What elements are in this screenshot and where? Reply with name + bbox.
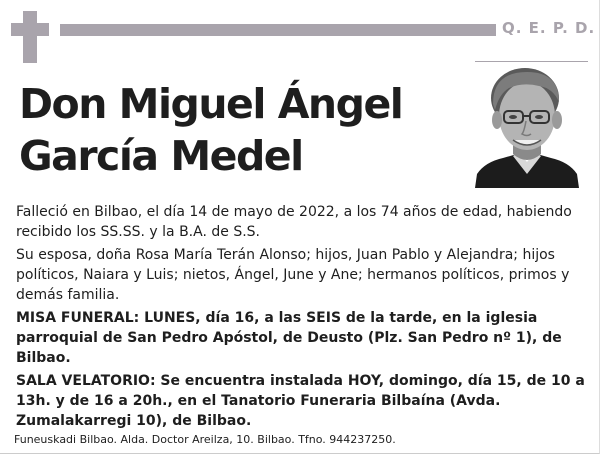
header-bar xyxy=(60,24,496,36)
notice-body xyxy=(16,202,586,434)
death-announcement: Falleció en Bilbao, el día 14 de mayo de 2022, a los 74 años de edad, habiendo recibido los SS.SS. y la B.A. de S.S. xyxy=(16,204,572,240)
funeral-home-footer: Funeuskadi Bilbao. Alda. Doctor Areilza, 10. Bilbao. Tfno. 944237250. xyxy=(14,433,396,446)
cross-horizontal-bar xyxy=(11,23,49,36)
deceased-name-line2: García Medel xyxy=(19,132,303,180)
funeral-mass-info: MISA FUNERAL: LUNES, día 16, a las SEIS de la tarde, en la iglesia parroquial de San Pedro Apóstol, de Deusto (Plz. San Pedro nº 1), de Bilbao. xyxy=(16,310,562,366)
deceased-name xyxy=(19,78,459,182)
wake-room-info: SALA VELATORIO: Se encuentra instalada HOY, domingo, día 15, de 10 a 13h. y de 16 a 20h., en el Tanatorio Funeraria Bilbaína (Avda. Zumalakarregi 10), de Bilbao. xyxy=(16,373,585,429)
cross-vertical-bar xyxy=(23,11,37,63)
deceased-name-line1: Don Miguel Ángel xyxy=(19,80,403,128)
family-list: Su esposa, doña Rosa María Terán Alonso; hijos, Juan Pablo y Alejandra; hijos políticos, Naiara y Luis; nietos, Ángel, June y Ane; hermanos políticos, primos y demás familia. xyxy=(16,247,570,303)
portrait-image xyxy=(473,66,581,188)
qepd-label: Q. E. P. D. xyxy=(502,19,596,37)
deceased-portrait xyxy=(473,66,581,188)
header-rule xyxy=(475,61,588,62)
